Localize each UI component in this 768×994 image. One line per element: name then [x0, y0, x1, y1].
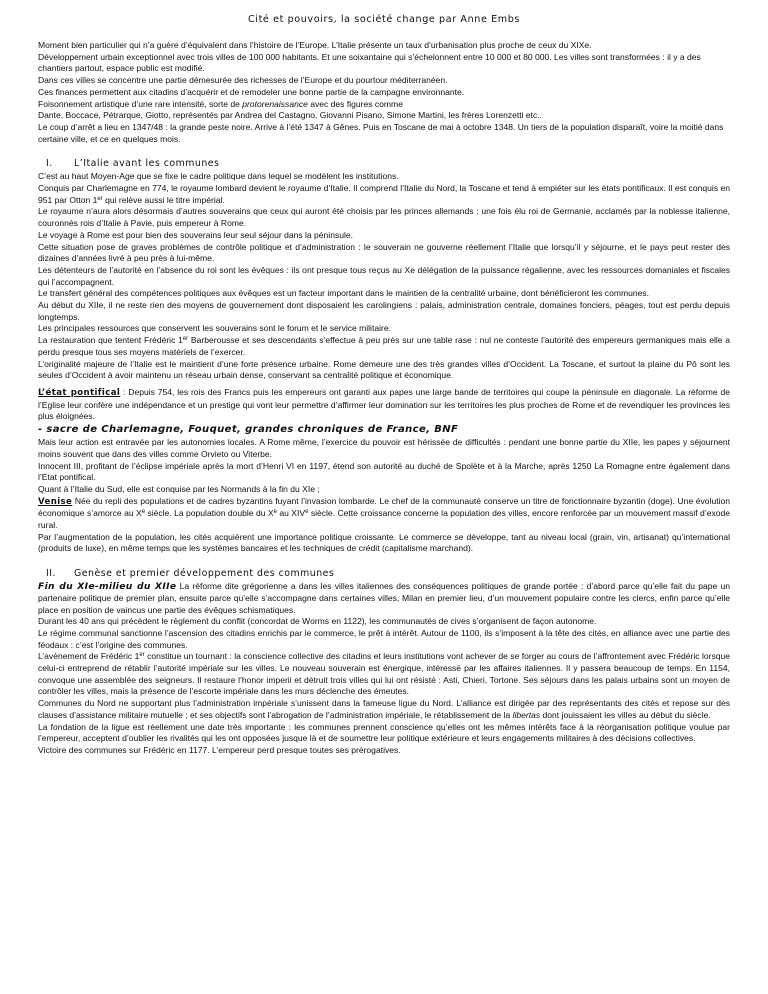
intro-text: avec des figures comme: [310, 98, 403, 109]
paragraph-lead: [38, 581, 730, 616]
paragraph: Le voyage à Rome est pour bien des souverains leur seul séjour dans la péninsule.: [38, 229, 354, 240]
paragraph: C’est au haut Moyen-Age que se fixe le cadre politique dans lequel se modèlent les institutions.: [38, 171, 399, 182]
inline-heading: Venise: [38, 496, 73, 507]
superscript: er: [97, 195, 103, 202]
intro-paragraph: Dans ces villes se concentre une partie démesurée des richesses de l’Europe et du pourtour méditerranéen.: [38, 75, 448, 86]
paragraph: [38, 698, 730, 721]
intro-paragraph: Moment bien particulier qui n’a guère d’équivalent dans l’histoire de l’Europe. L’Italie présente un taux d’urbanisation plus proche de ceux du XIXe.: [38, 40, 592, 50]
paragraph-text: La réforme dite grégorienne a dans les villes italiennes des conséquences politiques de grande portée : d’abord parce qu’elle fait du pape un partenaire politique de premier plan, ensuite parce qu’elle s’accompagne dans certaines villes, Milan en premier lieu, d’un mouvement populaire contre les clercs, enfin parce qu’elle place en position de vaincus une partie des évêques schismatiques.: [38, 581, 730, 615]
paragraph-venise: [38, 496, 730, 532]
paragraph-text: La restauration que tentent Frédéric 1: [38, 335, 183, 346]
section-heading: [38, 158, 730, 170]
inline-heading: L’état pontifical: [38, 387, 121, 398]
section-number: II.: [46, 568, 57, 580]
paragraph-text: : Depuis 754, les rois des Francs puis les empereurs ont garanti aux papes une large bande de territoires qui coupe la péninsule en diagonale. La réforme de l’Eglise leur confère une indépendance et un prestige qui vont leur permettre d’affirmer leur domination sur les territoires les plus proches de Rome et de revendiquer les provinces les plus éloignées.: [38, 386, 730, 422]
paragraph-text: qui relève aussi le titre impérial.: [102, 194, 225, 205]
paragraph-text: siècle. La population double du X: [145, 508, 274, 519]
section-title: L’Italie avant les communes: [74, 158, 220, 170]
paragraph: [38, 183, 730, 206]
inline-heading: Fin du XIe-milieu du XIIe: [38, 581, 177, 593]
paragraph: La fondation de la ligue est réellement une date très importante : les communes prennent conscience qu’elles ont les mêmes intérêts face à la réorganisation politique voulue par l’empereur, acceptent d’oublier les rivalités qui les ont opposées jusque là et de soumettre leur politique extérieure et leurs engagements militaires à des décisions collectives.: [38, 721, 730, 744]
document-page: [38, 14, 730, 757]
paragraph-text: Barberousse et ses descendants s’effectue à peu près sur une table rase : nul ne conteste l’autorité des empereurs germaniques mais elle a perdu presque tous ses moyens matériels de l’exercer.: [38, 335, 730, 357]
superscript: er: [182, 336, 189, 343]
paragraph: Au début du XIIe, il ne reste rien des moyens de gouvernement dont disposaient les carolingiens : palais, administration centrale, domaines fonciers, péages, tout est perdu depuis longtemps.: [38, 300, 730, 322]
document-title: Cité et pouvoirs, la société change par Anne Embs: [248, 14, 520, 25]
italic-term: libertas: [512, 709, 541, 720]
paragraph-text: Conquis par Charlemagne en 774, le royaume lombard devient le royaume d’Italie. Il comprend l’Italie du Nord, la Toscane et tend à empiéter sur les états pontificaux. Il est conquis en 951 par Otton 1: [38, 183, 730, 205]
superscript: e: [141, 509, 146, 516]
paragraph: Innocent III, profitant de l’éclipse impériale après la mort d’Henri VI en 1197, étend son autorité au duché de Spolète et à la Marche, après 1250 La Romagne entre également dans l’Etat pontifical.: [38, 460, 730, 483]
intro-paragraph: Développement urbain exceptionnel avec trois villes de 100 000 habitants. Et une soixantaine qui s’échelonnent entre 10 000 et 80 000. Les villes sont transformées : il y a des chantiers partout, espace public est modifié.: [38, 51, 701, 74]
image-caption: - sacre de Charlemagne, Fouquet, grandes chroniques de France, BNF: [38, 424, 459, 436]
paragraph-text: L’avènement de Frédéric 1: [38, 651, 140, 662]
paragraph: [38, 335, 730, 358]
section-heading: [38, 568, 730, 580]
intro-paragraph: Le coup d’arrêt a lieu en 1347/48 : la grande peste noire. Arrive à l’été 1347 à Gênes. Puis en Toscane de mai à octobre 1348. Un tiers de la population disparaît, voire la moitié dans certaine ville, et ce en quelques mois.: [38, 121, 724, 144]
paragraph: Le transfert général des compétences politiques aux évêques est un facteur important dans le maintien de la centralité urbaine, dont bénéficieront les communes.: [38, 288, 649, 299]
paragraph: Durant les 40 ans qui précèdent le règlement du conflit (concordat de Worms en 1122), les communautés de cives s’organisent de façon autonome.: [38, 616, 597, 627]
paragraph: Victoire des communes sur Frédéric en 1177. L’empereur perd presque toutes ses prérogatives.: [38, 744, 401, 755]
section-title: Genèse et premier développement des communes: [74, 568, 335, 580]
paragraph: [38, 651, 730, 698]
paragraph: Les détenteurs de l’autorité en l’absence du roi sont les évêques : ils ont presque tous reçus au Xe délégation de la puissance régalienne, avec les ressources domaniales et fiscales qui l’accompagnent.: [38, 264, 730, 287]
paragraph: Le régime communal sanctionne l’ascension des citadins enrichis par le commerce, le prêt à intérêt. Autour de 1100, ils s’imposent à la tête des cités, en alliance avec une partie des féodaux : c’est l’origine des communes.: [38, 627, 730, 650]
intro-paragraph: [38, 99, 730, 111]
paragraph: Le royaume n’aura alors désormais d’autres souverains que ceux qui auront été choisis par les princes allemands : une fois élu roi de Germanie, acclamés par la noblesse italienne, couronnés rois d’Italie à Pavie, puis empereur à Rome.: [38, 206, 730, 229]
paragraph: Les principales ressources que conservent les souverains sont le forum et le service militaire.: [38, 323, 391, 334]
paragraph: Cette situation pose de graves problèmes de contrôle politique et d’administration : le souverain ne gouverne réellement l’Italie que lorsqu’il y séjourne, et le pays peut rester des dizaines d’années livré à peu près à lui-même.: [38, 241, 730, 264]
intro-italic-term: protorenaissance: [242, 98, 308, 109]
paragraph: Mais leur action est entravée par les autonomies locales. A Rome même, l’exercice du pouvoir est hérissée de difficultés : pendant une bonne partie du XIIe, les papes y séjournent moins souvent que dans des villes comme Orvieto ou Viterbe.: [38, 437, 730, 459]
superscript: e: [305, 509, 309, 516]
paragraph-text: Communes du Nord ne supportant plus l’administration impériale s’unissent dans la fameuse ligue du Nord. L’alliance est dirigée par des représentants des cités et repose sur des clauses d’assistance militaire mutuelle ; et ses objectifs sont l’abrogation de l’administration impériale, le rétablissement de la: [38, 698, 730, 720]
superscript: er: [139, 652, 145, 659]
intro-text: Foisonnement artistique d’une rare intensité, sorte de: [38, 98, 240, 109]
paragraph-text: Née du repli des populations et de cadres byzantins fuyant l’invasion lombarde. Le chef de la communauté conserve un titre de fonctionnaire byzantin (doge). Une évolution économique s’amorce au X: [38, 495, 730, 519]
section-number: I.: [46, 158, 53, 170]
paragraph: Par l’augmentation de la population, les cités acquièrent une importance politique croissante. Le commerce se développe, tant au niveau local (grain, vin, artisanat) qu’international (produits de luxe), en même temps que les systèmes bancaires et les techniques de crédit (capitalisme marchand).: [38, 531, 730, 554]
superscript: e: [273, 509, 277, 516]
intro-paragraph: Ces finances permettent aux citadins d’acquérir et de remodeler une bonne partie de la campagne environnante.: [38, 86, 465, 97]
paragraph: Quant à l’Italie du Sud, elle est conquise par les Normands à la fin du XIe ;: [38, 483, 320, 494]
paragraph-text: dont jouissaient les villes au début du siècle.: [540, 709, 711, 720]
intro-paragraph: Dante, Boccace, Pétrarque, Giotto, représentés par Andrea del Castagno, Giovanni Pisano, Simone Martini, les frères Lorenzetti etc..: [38, 110, 543, 121]
paragraph-text: siècle. Cette croissance concerne la population des villes, encore renforcée par un mouvement massif d’exode rural.: [38, 508, 730, 531]
paragraph-text: au XIV: [276, 508, 306, 519]
paragraph-text: constitue un tournant : la conscience collective des citadins et leurs institutions vont achever de se forger au cours de l’affrontement avec Frédéric lorsque celui-ci entreprend de rétablir l’autorité impériale sur les villes. Le nouveau souverain est énergique, intéressé par les affaires italiennes. Il y passera beaucoup de temps. En 1154, convoque une assemblée des seigneurs. Il restaure l’honor imperii et détruit trois villes qui lui ont résisté : Asti, Chieri, Tortone. Ses séjours dans les palais urbains sont un moyen de contrôler les villes, mais la présence de l’escorte impériale dans les murs déclenche des émeutes.: [38, 651, 730, 697]
paragraph: L’originalité majeure de l’Italie est le maintient d’une forte présence urbaine. Rome demeure une des très grandes villes d’Occident. La Toscane, et surtout la plaine du Pô sont les seules d’Occident à avoir maintenu un réseau urbain dense, conservant sa centralité politique et économique.: [38, 358, 730, 381]
paragraph-etat-pontifical: [38, 387, 730, 423]
